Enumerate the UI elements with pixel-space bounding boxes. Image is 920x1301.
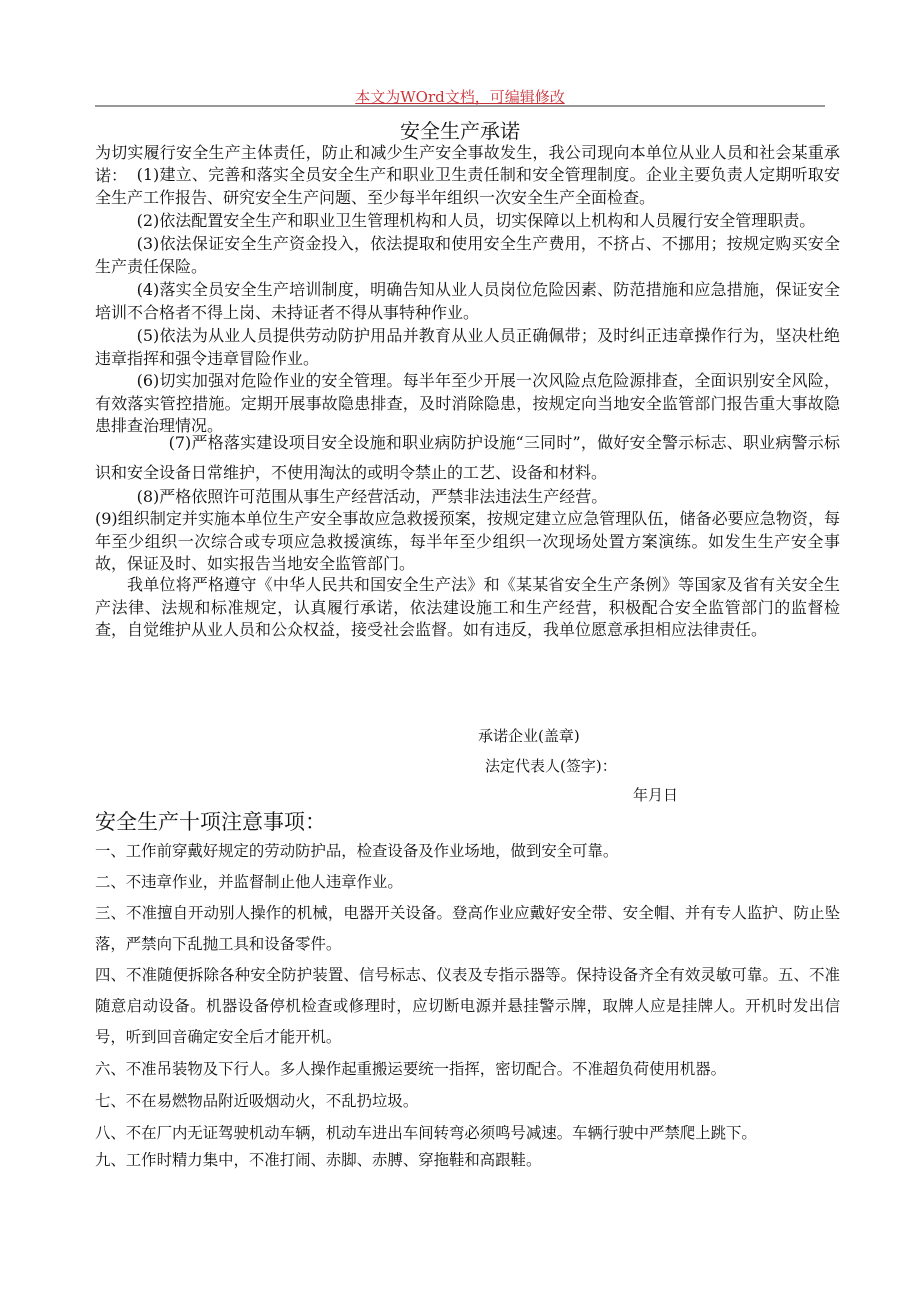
commitment-4: (4)落实全员安全生产培训制度，明确告知从业人员岗位危险因素、防范措施和应急措施，保证安全培训不合格者不得上岗、未持证者不得从事特种作业。 <box>95 280 840 322</box>
signature-company: 承诺企业(盖章) <box>478 727 580 745</box>
note-item: 一、工作前穿戴好规定的劳动防护品，检查设备及作业场地，做到安全可靠。 <box>95 842 619 860</box>
note-item: 三、不准擅自开动别人操作的机械，电器开关设备。登高作业应戴好安全带、安全帽、并有专人监护、防止坠落，严禁向下乱抛工具和设备零件。 <box>95 904 840 953</box>
note-item: 七、不在易燃物品附近吸烟动火，不乱扔垃圾。 <box>95 1092 419 1110</box>
note-item: 四、不准随便拆除各种安全防护装置、信号标志、仪表及专指示器等。保持设备齐全有效灵敏可靠。五、不准随意启动设备。机器设备停机检查或修理时，应切断电源并悬挂警示牌，取牌人应是挂牌人。开机时发出信号，听到回音确定安全后才能开机。 <box>95 966 840 1046</box>
commitment-2: (2)依法配置安全生产和职业卫生管理机构和人员，切实保障以上机构和人员履行安全管理职责。 <box>136 211 816 230</box>
header-divider <box>95 105 825 107</box>
commitment-7: (7)严格落实建设项目安全设施和职业病防护设施“三同时”，做好安全警示标志、职业病警示标识和安全设备日常维护，不使用淘汰的或明令禁止的工艺、设备和材料。 <box>95 433 840 482</box>
commitment-6: (6)切实加强对危险作业的安全管理。每半年至少开展一次风险点危险源排查，全面识别安全风险，有效落实管控措施。定期开展事故隐患排查，及时消除隐患，按规定向当地安全监管部门报告重大事故隐患排查治理情况。 <box>95 371 840 436</box>
notes-heading: 安全生产十项注意事项： <box>95 810 326 834</box>
note-item: 八、不在厂内无证驾驶机动车辆，机动车进出车间转弯必须鸣号减速。车辆行驶中严禁爬上跳下。 <box>95 1124 757 1142</box>
signature-date: 年月日 <box>633 786 679 804</box>
commitment-3: (3)依法保证安全生产资金投入，依法提取和使用安全生产费用，不挤占、不挪用；按规定购买安全生产责任保险。 <box>95 234 840 276</box>
document-title: 安全生产承诺 <box>400 119 520 143</box>
editable-word-notice[interactable]: 本文为WOrd文档，可编辑修改 <box>355 88 565 106</box>
note-item: 六、不准吊装物及下行人。多人操作起重搬运要统一指挥，密切配合。不准超负荷使用机器。 <box>95 1060 727 1078</box>
note-item: 二、不违章作业，并监督制止他人违章作业。 <box>95 873 403 891</box>
signature-representative: 法定代表人(签字)： <box>485 757 617 775</box>
commitment-8: (8)严格依照许可范围从事生产经营活动，严禁非法违法生产经营。 <box>136 487 608 506</box>
closing-paragraph: 我单位将严格遵守《中华人民共和国安全生产法》和《某某省安全生产条例》等国家及省有关安全生产法律、法规和标准规定，认真履行承诺，依法建设施工和生产经营，积极配合安全监管部门的监督检查，自觉维护从业人员和公众权益，接受社会监督。如有违反，我单位愿意承担相应法律责任。 <box>95 575 840 640</box>
commitment-9: (9)组织制定并实施本单位生产安全事故应急救援预案，按规定建立应急管理队伍，储备必要应急物资，每年至少组织一次综合或专项应急救援演练，每半年至少组织一次现场处置方案演练。如发生生产安全事故，保证及时、如实报告当地安全监管部门。 <box>95 509 840 574</box>
commitment-5: (5)依法为从业人员提供劳动防护用品并教育从业人员正确佩带；及时纠正违章操作行为，坚决杜绝违章指挥和强令违章冒险作业。 <box>95 326 840 368</box>
note-item: 九、工作时精力集中，不准打闹、赤脚、赤膊、穿拖鞋和高跟鞋。 <box>95 1151 542 1169</box>
intro-paragraph: 为切实履行安全生产主体责任，防止和减少生产安全事故发生，我公司现向本单位从业人员和社会某重承诺： <box>95 143 840 185</box>
commitment-1: (1)建立、完善和落实全员安全生产和职业卫生责任制和安全管理制度。企业主要负责人定期听取安全生产工作报告、研究安全生产问题、至少每半年组织一次安全生产全面检查。 <box>95 165 840 207</box>
